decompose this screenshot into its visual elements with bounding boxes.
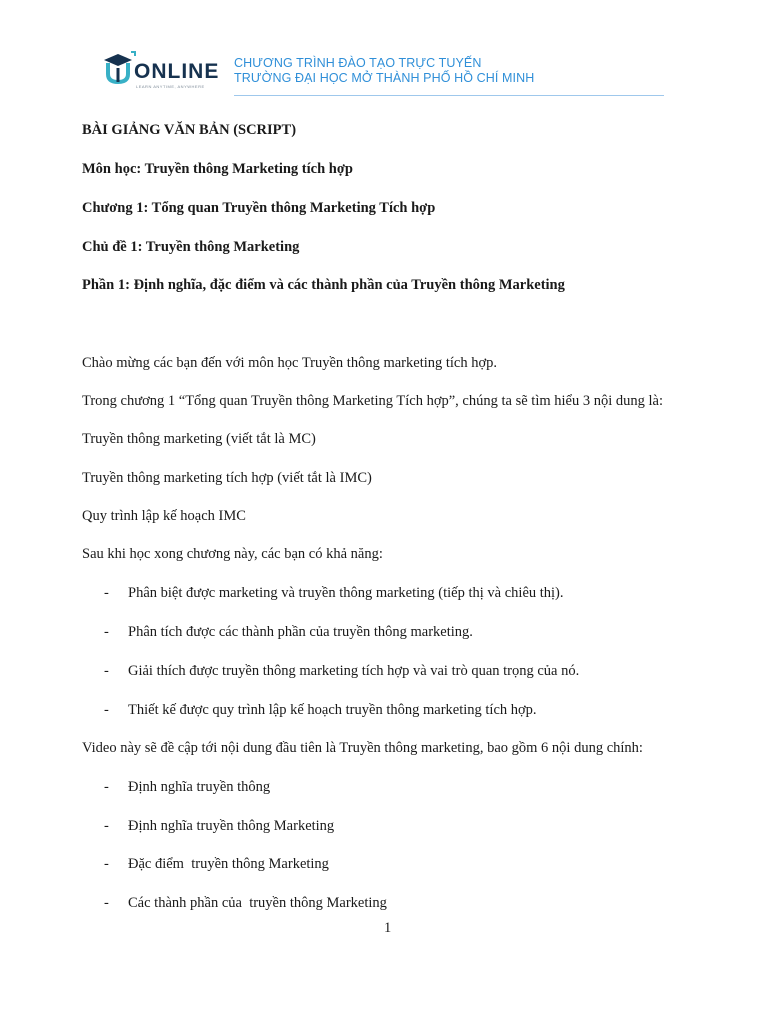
list-item-text: Phân tích được các thành phần của truyền thông marketing. [128, 624, 473, 640]
list-item [104, 895, 387, 912]
list-item-text: Phân biệt được marketing và truyền thông marketing (tiếp thị và chiêu thị). [128, 585, 564, 601]
list-item [104, 702, 537, 719]
bullet-dash: - [104, 585, 109, 601]
bullet-dash: - [104, 702, 109, 718]
graduation-cap-icon [98, 48, 138, 88]
program-line-1: CHƯƠNG TRÌNH ĐÀO TẠO TRỰC TUYẾN [234, 56, 482, 70]
paragraph: Quy trình lập kế hoạch IMC [82, 508, 246, 524]
list-item-text: Định nghĩa truyền thông [128, 779, 271, 795]
paragraph: Chào mừng các bạn đến với môn học Truyền thông marketing tích hợp. [82, 355, 498, 371]
list-item [104, 663, 579, 680]
list-item [104, 779, 270, 796]
header-divider [234, 95, 664, 96]
logo-text: ONLINE [134, 60, 220, 83]
part-heading: Phần 1: Định nghĩa, đặc điểm và các thành phần của Truyền thông Marketing [82, 277, 565, 293]
list-item-text: Định nghĩa truyền thông Marketing [128, 818, 335, 834]
list-item-text: Đặc điểm truyền thông Marketing [128, 856, 329, 872]
list-item [104, 585, 564, 602]
list-item-text: Các thành phần của truyền thông Marketing [128, 895, 387, 911]
paragraph: Video này sẽ đề cập tới nội dung đầu tiên là Truyền thông marketing, bao gồm 6 nội dung chính: [82, 740, 643, 756]
topic-heading: Chủ đề 1: Truyền thông Marketing [82, 239, 300, 255]
bullet-dash: - [104, 818, 109, 834]
online-logo [98, 46, 220, 94]
bullet-dash: - [104, 779, 109, 795]
document-title: BÀI GIẢNG VĂN BẢN (SCRIPT) [82, 122, 297, 138]
page-number: 1 [384, 920, 392, 936]
chapter-heading: Chương 1: Tổng quan Truyền thông Marketing Tích hợp [82, 200, 436, 216]
list-item [104, 624, 473, 641]
bullet-dash: - [104, 895, 109, 911]
bullet-dash: - [104, 624, 109, 640]
list-item-text: Thiết kế được quy trình lập kế hoạch truyền thông marketing tích hợp. [128, 702, 537, 718]
list-item-text: Giải thích được truyền thông marketing tích hợp và vai trò quan trọng của nó. [128, 663, 580, 679]
paragraph: Trong chương 1 “Tổng quan Truyền thông Marketing Tích hợp”, chúng ta sẽ tìm hiểu 3 nội dung là: [82, 393, 663, 409]
list-item [104, 818, 334, 835]
document-header [98, 46, 666, 98]
course-heading: Môn học: Truyền thông Marketing tích hợp [82, 161, 353, 177]
bullet-dash: - [104, 856, 109, 872]
paragraph: Sau khi học xong chương này, các bạn có khả năng: [82, 546, 383, 562]
program-line-2: TRƯỜNG ĐẠI HỌC MỞ THÀNH PHỐ HỒ CHÍ MINH [234, 71, 535, 85]
institution-name [234, 56, 534, 86]
logo-tagline: LEARN ANYTIME, ANYWHERE [136, 84, 205, 89]
list-item [104, 856, 329, 873]
bullet-dash: - [104, 663, 109, 679]
paragraph: Truyền thông marketing tích hợp (viết tắt là IMC) [82, 470, 372, 486]
paragraph: Truyền thông marketing (viết tắt là MC) [82, 431, 316, 447]
